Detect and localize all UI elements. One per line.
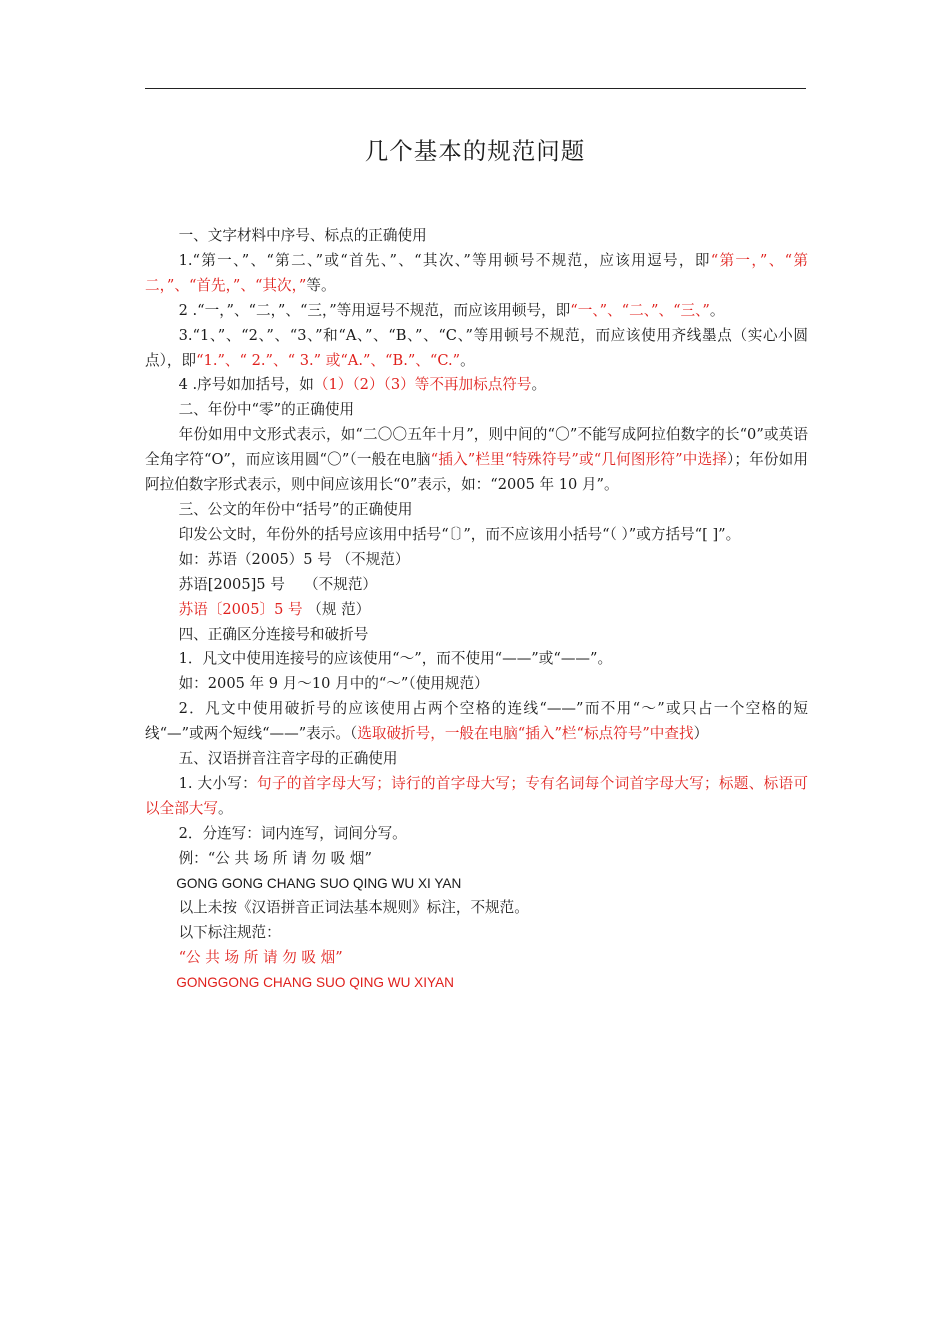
paragraph-10: 1．凡文中使用连接号的应该使用“～”，而不使用“——”或“——”。 bbox=[178, 650, 613, 668]
paragraph-18: 以下标注规范： bbox=[178, 924, 281, 942]
paragraph-4: 4 .序号如加括号，如（1）（2）（3）等不再加标点符号。 bbox=[178, 376, 547, 394]
paragraph-11: 如：2005 年 9 月～10 月中的“～”（使用规范） bbox=[178, 675, 489, 693]
header-rule bbox=[145, 88, 806, 89]
pinyin-standard: GONGGONG CHANG SUO QING WU XIYAN bbox=[176, 975, 454, 991]
pinyin-example-label: 例：“公 共 场 所 请 勿 吸 烟” bbox=[178, 849, 372, 867]
paragraph-6: 印发公文时，年份外的括号应该用中括号“〔〕”，而不应该用小括号“（ ）”或方括号“[ ]”。 bbox=[178, 525, 741, 543]
example-standard: 苏语〔2005〕5 号 （规 范） bbox=[178, 600, 371, 618]
document-title: 几个基本的规范问题 bbox=[364, 137, 586, 165]
section-heading-4: 四、正确区分连接号和破折号 bbox=[178, 625, 369, 643]
paragraph-17: 以上未按《汉语拼音正词法基本规则》标注，不规范。 bbox=[178, 899, 529, 917]
paragraph-2: 2 .“一，”、“二，”、“三，”等用逗号不规范，而应该用顿号，即“一、”、“二、”、“三、”。 bbox=[178, 301, 725, 319]
pinyin-nonstandard: GONG GONG CHANG SUO QING WU XI YAN bbox=[176, 875, 462, 891]
paragraph-14: 2．分连写：词内连写，词间分写。 bbox=[178, 824, 407, 842]
example-nonstandard-1: 如：苏语（2005）5 号 （不规范） bbox=[178, 550, 410, 568]
section-heading-1: 一、文字材料中序号、标点的正确使用 bbox=[178, 227, 427, 244]
section-heading-5: 五、汉语拼音注音字母的正确使用 bbox=[178, 750, 398, 768]
example-nonstandard-2: 苏语[2005]5 号 （不规范） bbox=[178, 575, 378, 593]
paragraph-12: 2．凡文中使用破折号的应该使用占两个空格的连线“——”而不用“～”或只占一个空格的短线“—”或两个短线“——”表示。（选取破折号，一般在电脑“插入”栏“标点符号”中查找） bbox=[145, 700, 808, 743]
paragraph-1: 1.“第一、”、“第二、”或“首先、”、“其次、”等用顿号不规范，应该用逗号，即“第一，”、“第二，”、“首先，”、“其次，”等。 bbox=[145, 251, 808, 294]
paragraph-3: 3.“1、”、“2、”、“3、”和“A、”、“B、”、“C、”等用顿号不规范，而应该使用齐线墨点（实心小圆点），即“1.”、“ 2.”、“ 3.” 或“A.”、“B.”、“C.”。 bbox=[145, 326, 808, 369]
section-heading-2: 二、年份中“零”的正确使用 bbox=[178, 401, 355, 419]
section-heading-3: 三、公文的年份中“括号”的正确使用 bbox=[178, 500, 413, 518]
document-body bbox=[145, 224, 808, 996]
paragraph-13: 1. 大小写：句子的首字母大写；诗行的首字母大写；专有名词每个词首字母大写；标题、标语可以全部大写。 bbox=[145, 774, 808, 817]
paragraph-5: 年份如用中文形式表示，如“二〇〇五年十月”，则中间的“〇”不能写成阿拉伯数字的长“0”或英语全角字符“O”，而应该用圆“〇”（一般在电脑“插入”栏里“特殊符号”或“几何图形符”中选择）；年份如用阿拉伯数字形式表示，则中间应该用长“0”表示，如：“2005 年 10 月”。 bbox=[145, 426, 808, 494]
pinyin-standard-label: “公 共 场 所 请 勿 吸 烟” bbox=[178, 949, 343, 967]
